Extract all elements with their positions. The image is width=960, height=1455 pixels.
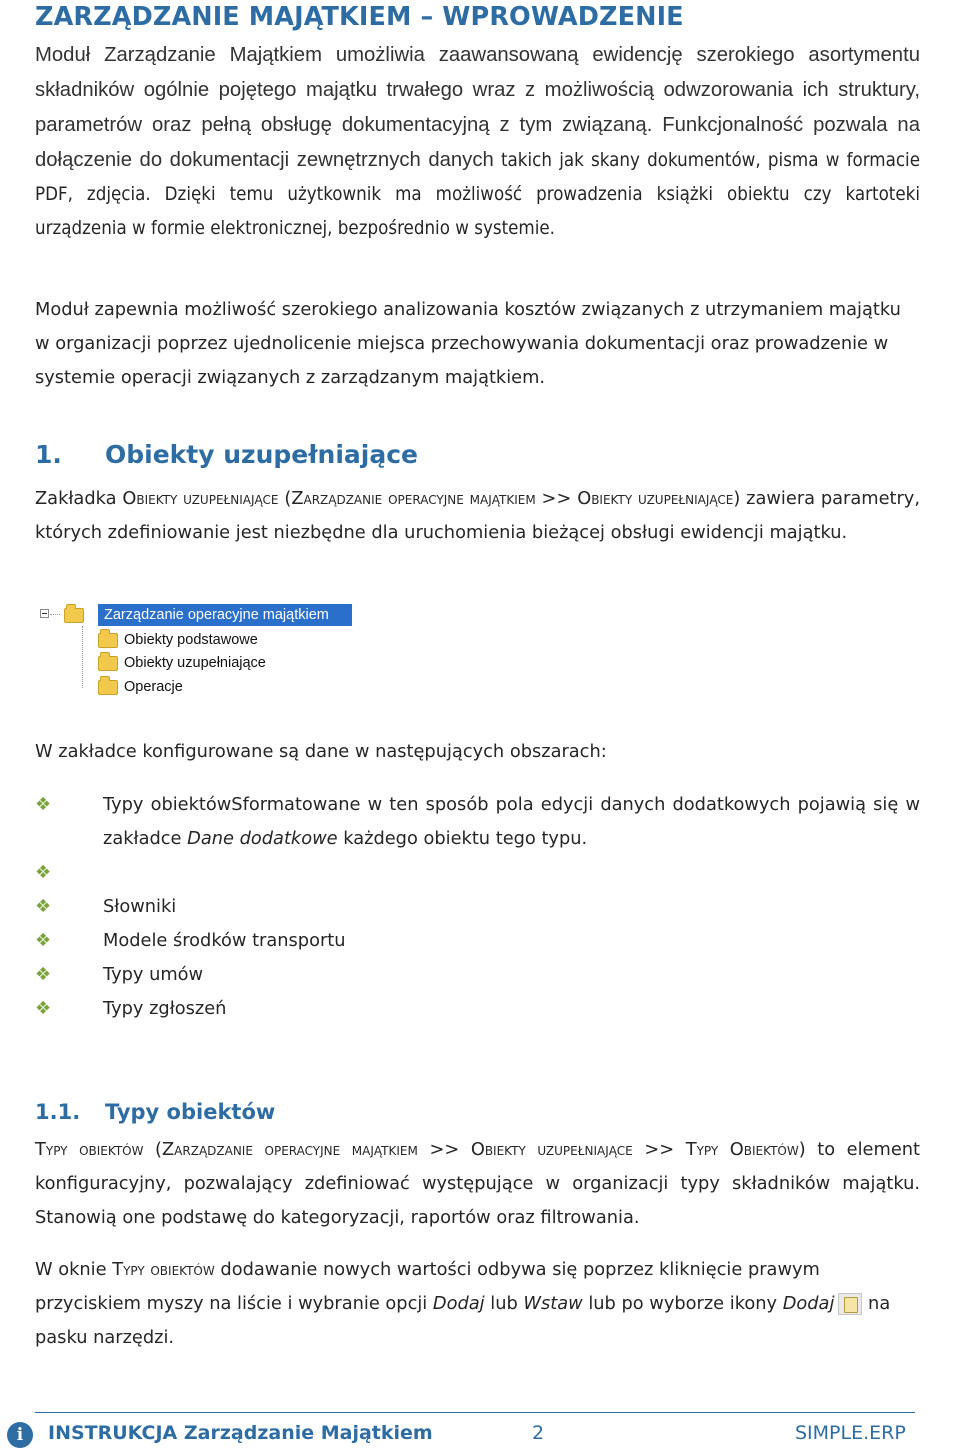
text: Wstaw: [523, 1293, 583, 1314]
section-1-1-paragraph-1: [35, 1133, 920, 1235]
text: >>: [632, 1139, 686, 1160]
text: lub po wyborze ikony: [582, 1293, 783, 1314]
navigation-tree-screenshot: [38, 600, 356, 700]
tree-node-obiekty-uzupelniajace[interactable]: Obiekty uzupełniające: [124, 655, 266, 671]
text: W oknie: [35, 1259, 113, 1280]
section-1-paragraph: [35, 482, 920, 550]
bullet-icon: ❖: [35, 896, 52, 917]
window-reference: Typy obiektów: [112, 1259, 215, 1280]
list-item: Słowniki: [103, 896, 177, 917]
folder-icon: [98, 633, 118, 648]
text: Zakładka: [35, 488, 123, 509]
text: Dodaj: [782, 1293, 835, 1314]
footer-brand: SIMPLE.ERP: [795, 1422, 906, 1444]
intro-paragraph-1: [35, 38, 920, 246]
list-item: Modele środków transportu: [103, 930, 346, 951]
add-document-icon: [838, 1293, 862, 1315]
folder-icon: [64, 608, 84, 623]
text: (: [143, 1139, 162, 1160]
bullet-icon: ❖: [35, 862, 52, 883]
text: Dane dodatkowe: [187, 828, 338, 849]
intro-text-a: Moduł Zarządzanie Majątkiem umożliwia zaawansowaną ewidencję szerokiego asortymentu składników ogólnie pojętego majątku trwałego wraz z możliwością odwzorowania ich struktury, parametrów oraz pełną obsługę dokumentacyjną z tym związaną. Funkcjonalność pozwala na dołączenie do dokumentacji zewnętrznych danych: [35, 44, 920, 171]
section-1-1-paragraph-2: [35, 1253, 920, 1355]
bullet-icon: ❖: [35, 794, 52, 815]
menu-path-2: Obiekty uzupełniające: [577, 488, 734, 509]
bullet-icon: ❖: [35, 964, 52, 985]
page-title: ZARZĄDZANIE MAJĄTKIEM – WPROWADZENIE: [35, 2, 684, 32]
folder-icon: [98, 680, 118, 695]
menu-path-1: Zarządzanie operacyjne majątkiem: [291, 488, 536, 509]
bullet-icon: ❖: [35, 930, 52, 951]
text: zawiera parametry, których zdefiniowanie jest niezbędne dla uruchomienia bieżącej obsługi ewidencji majątku.: [35, 488, 920, 543]
text: (: [278, 488, 292, 509]
section-1-1-title: Typy obiektów: [105, 1100, 276, 1124]
menu-path-2: Obiekty uzupełniające: [470, 1139, 633, 1160]
menu-path-3: Typy Obiektów: [685, 1139, 799, 1160]
text: ): [733, 488, 741, 509]
text: na pasku narzędzi.: [35, 1293, 891, 1348]
tree-node-root[interactable]: Zarządzanie operacyjne majątkiem: [98, 604, 352, 626]
tree-node-obiekty-podstawowe[interactable]: Obiekty podstawowe: [124, 632, 258, 648]
section-1-heading: [35, 440, 418, 469]
text: Typy obiektówSformatowane w ten sposób pola edycji danych dodatkowych pojawią się w zakładce: [103, 794, 920, 849]
section-1-1-heading: [35, 1100, 275, 1124]
list-item: Typy zgłoszeń: [103, 998, 227, 1019]
text: ) to element konfiguracyjny, pozwalający zdefiniować występujące w organizacji typy składników majątku. Stanowią one podstawę do kategoryzacji, raportów oraz filtrowania.: [35, 1139, 920, 1228]
folder-icon: [98, 656, 118, 671]
intro-paragraph-2: Moduł zapewnia możliwość szerokiego analizowania kosztów związanych z utrzymaniem majątku w organizacji poprzez ujednolicenie miejsca przechowywania dokumentacji oraz prowadzenie w systemie operacji związanych z zarządzanym majątkiem.: [35, 299, 901, 388]
menu-path-1: Zarządzanie operacyjne majątkiem: [162, 1139, 418, 1160]
tree-connector: [82, 626, 83, 688]
text: każdego obiektu tego typu.: [337, 828, 588, 849]
intro-text-b: takich jak skany dokumentów, pisma w formacie PDF, zdjęcia. Dzięki temu użytkownik ma możliwość prowadzenia książki obiektu czy kartoteki urządzenia w formie elektronicznej, bezpośrednio w systemie.: [35, 150, 920, 239]
section-1-number: 1.: [35, 440, 62, 469]
footer-title: INSTRUKCJA Zarządzanie Majątkiem: [48, 1422, 433, 1444]
section-1-title: Obiekty uzupełniające: [105, 440, 418, 469]
list-item: [103, 788, 920, 856]
list-item: Typy umów: [103, 964, 204, 985]
areas-list: [35, 788, 920, 1028]
window-reference: Typy obiektów: [35, 1139, 144, 1160]
info-icon: i: [7, 1422, 33, 1448]
text: Dodaj: [432, 1293, 485, 1314]
text: lub: [484, 1293, 524, 1314]
bullet-icon: ❖: [35, 998, 52, 1019]
text: >>: [535, 488, 578, 509]
tree-connector: [50, 614, 60, 615]
tab-reference: Obiekty uzupełniające: [122, 488, 279, 509]
tree-node-operacje[interactable]: Operacje: [124, 679, 183, 695]
page-number: 2: [532, 1422, 545, 1444]
text: dodawanie nowych wartości odbywa się poprzez kliknięcie prawym przyciskiem myszy na liście i wybranie opcji: [35, 1259, 820, 1314]
section-1-1-number: 1.1.: [35, 1100, 81, 1124]
footer-divider: [35, 1412, 915, 1413]
areas-intro: W zakładce konfigurowane są dane w następujących obszarach:: [35, 741, 607, 762]
collapse-toggle-icon[interactable]: [40, 609, 49, 618]
text: >>: [417, 1139, 471, 1160]
